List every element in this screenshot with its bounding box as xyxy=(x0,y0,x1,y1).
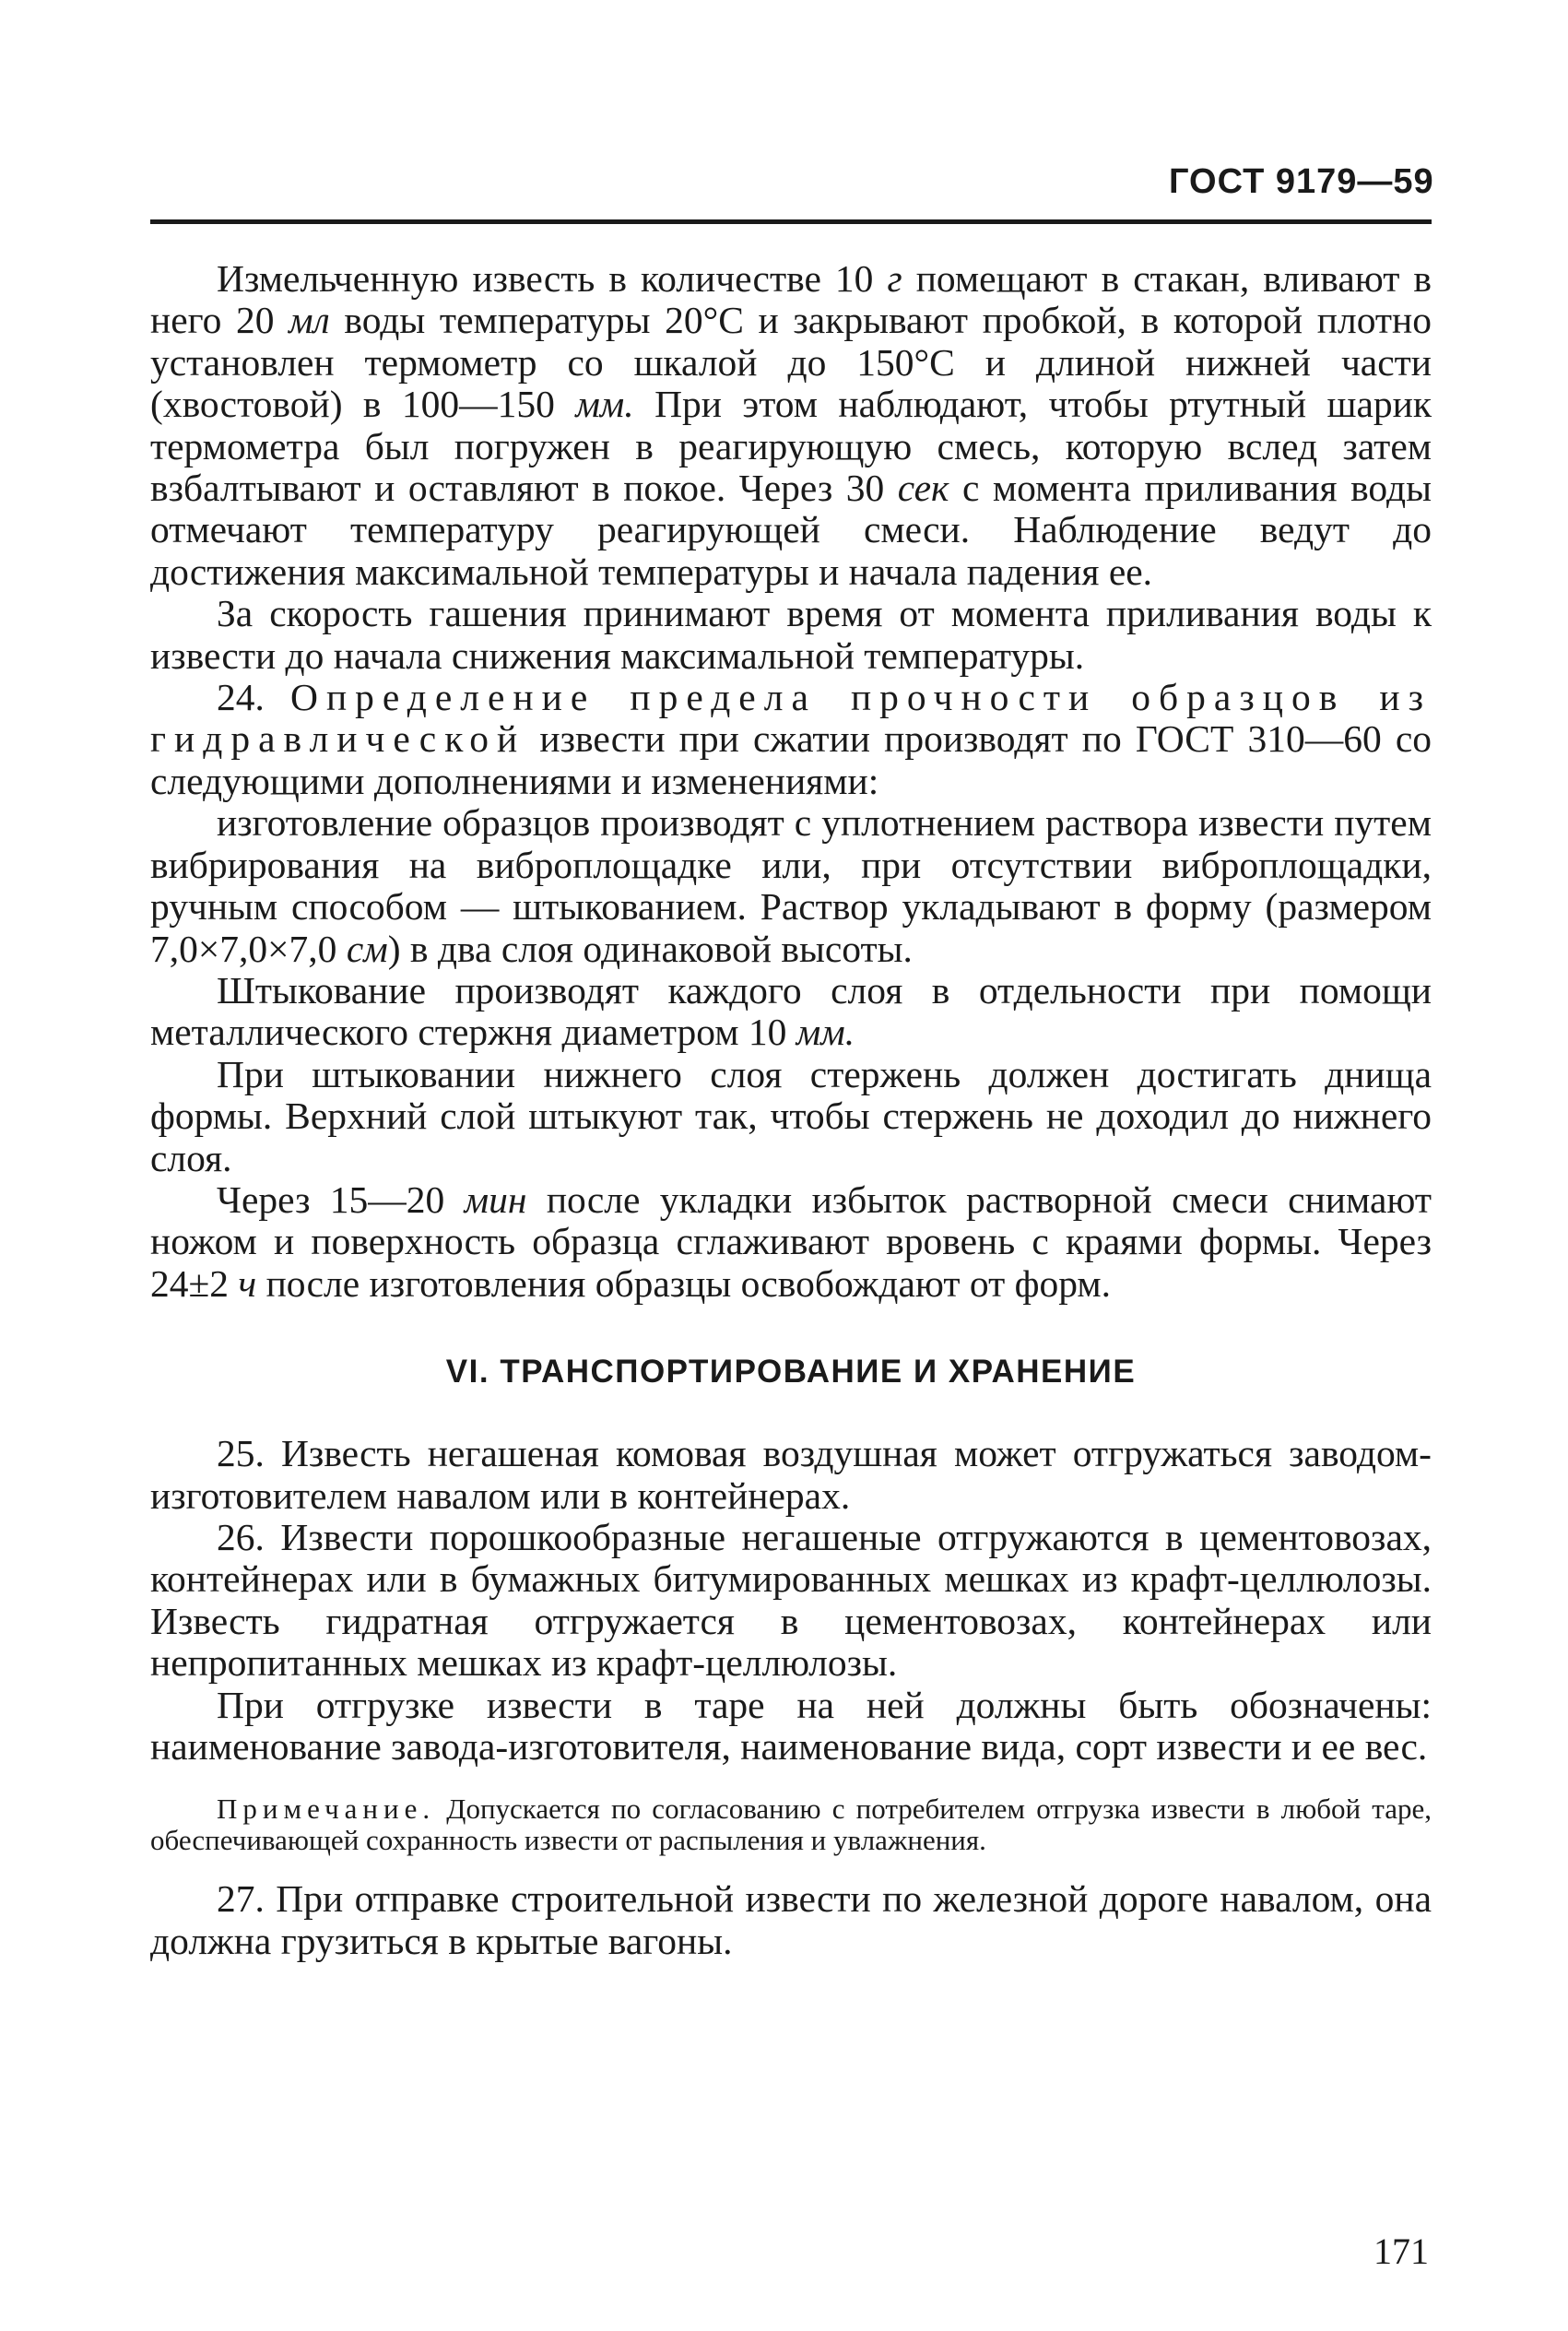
paragraph-rodding-layers: При штыковании нижнего слоя стержень должен достигать днища формы. Верхний слой штыкуют так, чтобы стержень не доходил до нижнего слоя. xyxy=(150,1052,1432,1179)
document-body xyxy=(150,258,1432,1962)
text-run: воды температуры 20°C и закрывают пробкой, в которой плотно установлен термометр со шкалой до 150°C и длиной нижней части (хвостовой) в 100—150 xyxy=(150,299,1432,426)
text-run: Через 15—20 xyxy=(217,1177,465,1221)
text-run: изготовление образцов производят с уплотнением раствора извести путем вибрирования на виброплощадке или, при отсутствии виброплощадки, ручным способом — штыкованием. Раствор укладывают в форму (размером 7,0×7,0×7,0 xyxy=(150,801,1432,970)
page-number: 171 xyxy=(1373,2230,1429,2272)
paragraph-24-strength-test xyxy=(150,677,1432,802)
paragraph-25: 25. Известь негашеная комовая воздушная может отгружаться заводом-изготовителем навалом или в контейнерах. xyxy=(150,1432,1432,1517)
note-label: Примечание. xyxy=(217,1793,436,1826)
paragraph-27: 27. При отправке строительной извести по железной дороге навалом, она должна грузиться в крытые вагоны. xyxy=(150,1877,1432,1962)
document-code-header: ГОСТ 9179—59 xyxy=(1169,162,1434,201)
text-run: с момента приливания воды отмечают температуру реагирующей смеси. Наблюдение ведут до достижения максимальной температуры и начала падения ее. xyxy=(150,467,1432,593)
text-run: после укладки избыток растворной смеси снимают ножом и поверхность образца сглаживают вровень с краями формы. Через 24±2 xyxy=(150,1177,1432,1305)
paragraph-sample-preparation xyxy=(150,802,1432,970)
unit-text: сек xyxy=(897,467,949,510)
note xyxy=(150,1793,1432,1856)
unit-text: мин xyxy=(464,1177,527,1221)
text-run: При этом наблюдают, чтобы ртутный шарик термометра был погружен в реагирующую смесь, которую вслед затем взбалтывают и оставляют в покое. Через 30 xyxy=(150,383,1432,510)
paragraph-rodding xyxy=(150,970,1432,1054)
text-run: ) в два слоя одинаковой высоты. xyxy=(387,927,913,970)
paragraph-slaking-procedure xyxy=(150,258,1432,593)
unit-text: ч xyxy=(238,1261,257,1305)
unit-text: г xyxy=(887,257,902,300)
note-text: Допускается по согласованию с потребителем отгрузка извести в любой таре, обеспечивающей сохранность извести от распыления и увлажнения. xyxy=(150,1793,1432,1857)
section-title: VI. ТРАНСПОРТИРОВАНИЕ И ХРАНЕНИЕ xyxy=(445,1354,1137,1390)
text-run: Измельченную известь в количестве 10 xyxy=(217,257,888,300)
unit-text: мл xyxy=(289,299,330,342)
text-run: после изготовления образцы освобождают от форм. xyxy=(256,1261,1111,1305)
header-divider xyxy=(150,219,1432,224)
paragraph-slaking-speed: За скорость гашения принимают время от момента приливания воды к извести до начала снижения максимальной температуры. xyxy=(150,592,1432,677)
text-run: извести при сжатии производят по ГОСТ 310—60 со следующими дополнениями и изменениями: xyxy=(150,717,1432,802)
unit-text: см xyxy=(346,927,388,970)
paragraph-26: 26. Извести порошкообразные негашеные отгружаются в цементовозах, контейнерах или в бумажных битумированных мешках из крафт-целлюлозы. Известь гидратная отгружается в цементовозах, контейнерах или непропитанных мешках из крафт-целлюлозы. xyxy=(150,1515,1432,1685)
text-run: Штыкование производят каждого слоя в отдельности при помощи металлического стержня диаметром 10 xyxy=(150,968,1432,1054)
unit-text: мм. xyxy=(796,1011,855,1054)
unit-text: мм. xyxy=(575,383,634,426)
spaced-emphasis-text: Определение предела прочности образцов из гидравлической xyxy=(150,676,1432,761)
text-run: помещают в стакан, вливают в него 20 xyxy=(150,257,1432,342)
paragraph-26-marking: При отгрузке извести в таре на ней должны быть обозначены: наименование завода-изготовителя, наименование вида, сорт извести и ее вес. xyxy=(150,1683,1432,1768)
clause-number: 24. xyxy=(217,676,290,719)
paragraph-demolding xyxy=(150,1179,1432,1305)
